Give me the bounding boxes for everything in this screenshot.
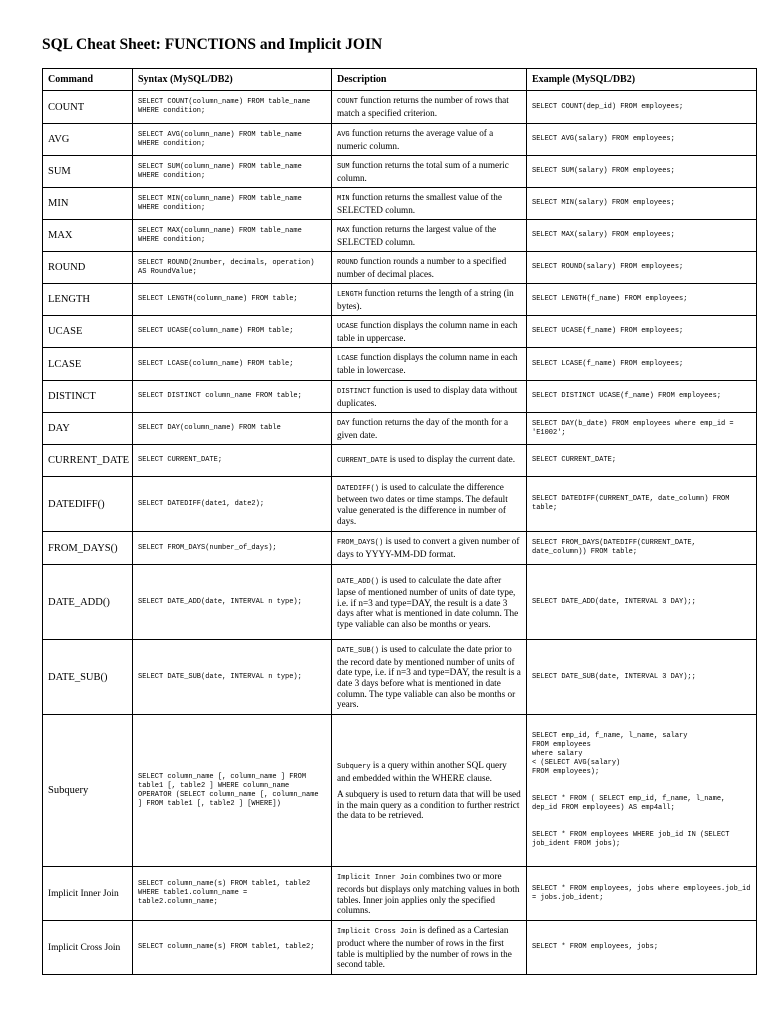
description-code: DATE_ADD(): [337, 577, 380, 586]
description-body: function returns the largest value of the SELECTED column.: [337, 223, 497, 247]
description-code: AVG: [337, 130, 350, 139]
description-cell: [332, 220, 527, 252]
syntax-cell: SELECT column_name [, column_name ] FROM table1 [, table2 ] WHERE column_name OPERATOR (SELECT column_name [, column_name ] FROM table1 [, table2 ] [WHERE]): [133, 715, 332, 867]
description-code: DISTINCT: [337, 387, 371, 396]
description-text: [337, 760, 521, 783]
description-body: is defined as a Cartesian product where the number of rows in the first table is multiplied by the number of rows in the second table.: [337, 925, 512, 970]
command-cell: Implicit Inner Join: [43, 867, 133, 921]
syntax-cell: SELECT column_name(s) FROM table1, table2 WHERE table1.column_name = table2.column_name;: [133, 867, 332, 921]
description-cell: [332, 316, 527, 348]
description-cell: [332, 921, 527, 975]
table-row: [43, 252, 757, 284]
table-row: [43, 413, 757, 445]
table-row: [43, 220, 757, 252]
description-cell: [332, 532, 527, 565]
table-row: [43, 715, 757, 867]
description-body: function displays the column name in each table in uppercase.: [337, 319, 518, 343]
description-body: function returns the day of the month for a given date.: [337, 416, 509, 440]
description-code: DAY: [337, 419, 350, 428]
description-cell: [332, 565, 527, 640]
description-cell: [332, 91, 527, 124]
command-cell: MAX: [43, 220, 133, 252]
command-cell: DISTINCT: [43, 381, 133, 413]
description-code: COUNT: [337, 98, 359, 107]
syntax-cell: SELECT ROUND(2number, decimals, operation) AS RoundValue;: [133, 252, 332, 284]
command-cell: COUNT: [43, 91, 133, 124]
syntax-cell: SELECT LCASE(column_name) FROM table;: [133, 348, 332, 381]
command-cell: DATE_SUB(): [43, 640, 133, 715]
description-body: is used to calculate the date after lapse of mentioned number of units of date type, i.e. if n=3 and type=DAY, the result is a date 3 days after what is mentioned in date column. The type valiable can also be months or years.: [337, 574, 519, 629]
description-code: UCASE: [337, 322, 359, 331]
description-code: MIN: [337, 194, 350, 203]
description-body: function returns the total sum of a numeric column.: [337, 159, 509, 183]
syntax-cell: SELECT DAY(column_name) FROM table: [133, 413, 332, 445]
description-body: function returns the number of rows that match a specified criterion.: [337, 95, 509, 118]
example-cell: SELECT LCASE(f_name) FROM employees;: [527, 348, 757, 381]
syntax-cell: SELECT MAX(column_name) FROM table_name WHERE condition;: [133, 220, 332, 252]
description-cell: [332, 381, 527, 413]
description-body: function returns the smallest value of the SELECTED column.: [337, 191, 502, 215]
command-cell: SUM: [43, 156, 133, 188]
description-code: MAX: [337, 226, 350, 235]
header-description: Description: [332, 69, 527, 91]
syntax-cell: SELECT DATEDIFF(date1, date2);: [133, 477, 332, 532]
example-line: FROM employees: [532, 741, 591, 749]
syntax-cell: SELECT SUM(column_name) FROM table_name WHERE condition;: [133, 156, 332, 188]
table-row: [43, 381, 757, 413]
description-cell: [332, 640, 527, 715]
syntax-cell: SELECT DISTINCT column_name FROM table;: [133, 381, 332, 413]
table-row: [43, 348, 757, 381]
description-body: function returns the average value of a numeric column.: [337, 127, 494, 151]
command-cell: FROM_DAYS(): [43, 532, 133, 565]
description-code: LCASE: [337, 355, 359, 364]
command-cell: DATEDIFF(): [43, 477, 133, 532]
header-row: [43, 69, 757, 91]
description-body: function is used to display data without duplicates.: [337, 384, 518, 408]
command-cell: MIN: [43, 188, 133, 220]
description-code: ROUND: [337, 258, 359, 267]
command-cell: CURRENT_DATE: [43, 445, 133, 477]
example-cell: SELECT ROUND(salary) FROM employees;: [527, 252, 757, 284]
example-cell: SELECT DATE_ADD(date, INTERVAL 3 DAY);;: [527, 565, 757, 640]
description-body: is used to calculate the date prior to the record date by mentioned number of units of date type, i.e. if n=3 and type=DAY, the result is a date 3 days before what is mentioned in date column. The type valiable can also be months or years.: [337, 644, 521, 710]
command-cell: ROUND: [43, 252, 133, 284]
description-body: is used to calculate the difference between two dates or time stamps. The default value generated is the difference in number of days.: [337, 481, 508, 526]
example-cell: SELECT CURRENT_DATE;: [527, 445, 757, 477]
description-cell: [332, 156, 527, 188]
table-row: [43, 445, 757, 477]
header-command: Command: [43, 69, 133, 91]
description-cell: [332, 124, 527, 156]
description-body: function returns the length of a string (in bytes).: [337, 287, 514, 311]
example-line: SELECT * FROM ( SELECT emp_id, f_name, l_name, dep_id FROM employees) AS emp4all;: [532, 795, 726, 812]
syntax-cell: SELECT LENGTH(column_name) FROM table;: [133, 284, 332, 316]
syntax-cell: SELECT CURRENT_DATE;: [133, 445, 332, 477]
example-cell: SELECT SUM(salary) FROM employees;: [527, 156, 757, 188]
command-cell: LENGTH: [43, 284, 133, 316]
description-code: FROM_DAYS(): [337, 539, 384, 548]
example-cell: SELECT * FROM employees, jobs where employees.job_id = jobs.job_ident;: [527, 867, 757, 921]
table-row: [43, 91, 757, 124]
command-cell: LCASE: [43, 348, 133, 381]
description-body: function displays the column name in each table in lowercase.: [337, 352, 518, 375]
example-cell: SELECT AVG(salary) FROM employees;: [527, 124, 757, 156]
description-cell: [332, 188, 527, 220]
example-line: SELECT emp_id, f_name, l_name, salary: [532, 732, 688, 740]
description-cell: [332, 477, 527, 532]
example-line: < (SELECT AVG(salary): [532, 759, 621, 767]
description-cell: [332, 284, 527, 316]
example-cell: SELECT COUNT(dep_id) FROM employees;: [527, 91, 757, 124]
table-row: [43, 532, 757, 565]
example-cell: SELECT FROM_DAYS(DATEDIFF(CURRENT_DATE, date_column)) FROM table;: [527, 532, 757, 565]
command-cell: DAY: [43, 413, 133, 445]
description-code: CURRENT_DATE: [337, 457, 388, 466]
description-body: is used to display the current date.: [387, 454, 515, 465]
cheat-sheet-table: [42, 68, 757, 975]
description-body: is a query within another SQL query and embedded within the WHERE clause.: [337, 760, 507, 783]
header-syntax: Syntax (MySQL/DB2): [133, 69, 332, 91]
table-row: [43, 565, 757, 640]
table-row: [43, 188, 757, 220]
description-cell: [332, 867, 527, 921]
syntax-cell: SELECT AVG(column_name) FROM table_name WHERE condition;: [133, 124, 332, 156]
example-cell: SELECT MAX(salary) FROM employees;: [527, 220, 757, 252]
syntax-cell: SELECT column_name(s) FROM table1, table2;: [133, 921, 332, 975]
example-line: FROM employees);: [532, 768, 600, 776]
description-body: combines two or more records but displays only matching values in both tables. Inner join applies only the specified columns.: [337, 871, 520, 916]
table-row: [43, 640, 757, 715]
description-body: function rounds a number to a specified number of decimal places.: [337, 255, 507, 279]
syntax-cell: SELECT UCASE(column_name) FROM table;: [133, 316, 332, 348]
table-row: [43, 284, 757, 316]
description-code: DATE_SUB(): [337, 647, 380, 656]
command-cell: Subquery: [43, 715, 133, 867]
example-cell: SELECT UCASE(f_name) FROM employees;: [527, 316, 757, 348]
example-cell: SELECT DATEDIFF(CURRENT_DATE, date_column) FROM table;: [527, 477, 757, 532]
example-cell: SELECT DATE_SUB(date, INTERVAL 3 DAY);;: [527, 640, 757, 715]
table-row: [43, 156, 757, 188]
description-cell: [332, 445, 527, 477]
example-line: where salary: [532, 750, 583, 758]
table-row: [43, 921, 757, 975]
description-code: Implicit Cross Join: [337, 928, 417, 937]
description-cell: [332, 348, 527, 381]
page-title: SQL Cheat Sheet: FUNCTIONS and Implicit JOIN: [42, 36, 383, 53]
syntax-cell: SELECT MIN(column_name) FROM table_name WHERE condition;: [133, 188, 332, 220]
command-cell: DATE_ADD(): [43, 565, 133, 640]
description-text-2: A subquery is used to return data that will be used in the main query as a condition to further restrict the data to be retrieved.: [337, 789, 521, 821]
description-cell: [332, 715, 527, 867]
example-cell: SELECT DISTINCT UCASE(f_name) FROM employees;: [527, 381, 757, 413]
table-row: [43, 867, 757, 921]
example-cell: SELECT DAY(b_date) FROM employees where emp_id = 'E1002';: [527, 413, 757, 445]
description-cell: [332, 252, 527, 284]
example-cell: SELECT MIN(salary) FROM employees;: [527, 188, 757, 220]
example-cell: SELECT LENGTH(f_name) FROM employees;: [527, 284, 757, 316]
example-cell: SELECT * FROM employees, jobs;: [527, 921, 757, 975]
syntax-cell: SELECT DATE_ADD(date, INTERVAL n type);: [133, 565, 332, 640]
description-code: Implicit Inner Join: [337, 874, 417, 883]
command-cell: AVG: [43, 124, 133, 156]
syntax-cell: SELECT COUNT(column_name) FROM table_name WHERE condition;: [133, 91, 332, 124]
command-cell: UCASE: [43, 316, 133, 348]
description-code: Subquery: [337, 763, 371, 772]
example-cell: [527, 715, 757, 867]
header-example: Example (MySQL/DB2): [527, 69, 757, 91]
syntax-cell: SELECT FROM_DAYS(number_of_days);: [133, 532, 332, 565]
table-row: [43, 477, 757, 532]
description-code: LENGTH: [337, 290, 363, 299]
description-code: SUM: [337, 162, 350, 171]
table-row: [43, 124, 757, 156]
syntax-cell: SELECT DATE_SUB(date, INTERVAL n type);: [133, 640, 332, 715]
description-code: DATEDIFF(): [337, 484, 380, 493]
description-cell: [332, 413, 527, 445]
command-cell: Implicit Cross Join: [43, 921, 133, 975]
description-body: is used to convert a given number of days to YYYY-MM-DD format.: [337, 536, 520, 559]
table-row: [43, 316, 757, 348]
example-line: SELECT * FROM employees WHERE job_id IN (SELECT job_ident FROM jobs);: [532, 831, 730, 848]
